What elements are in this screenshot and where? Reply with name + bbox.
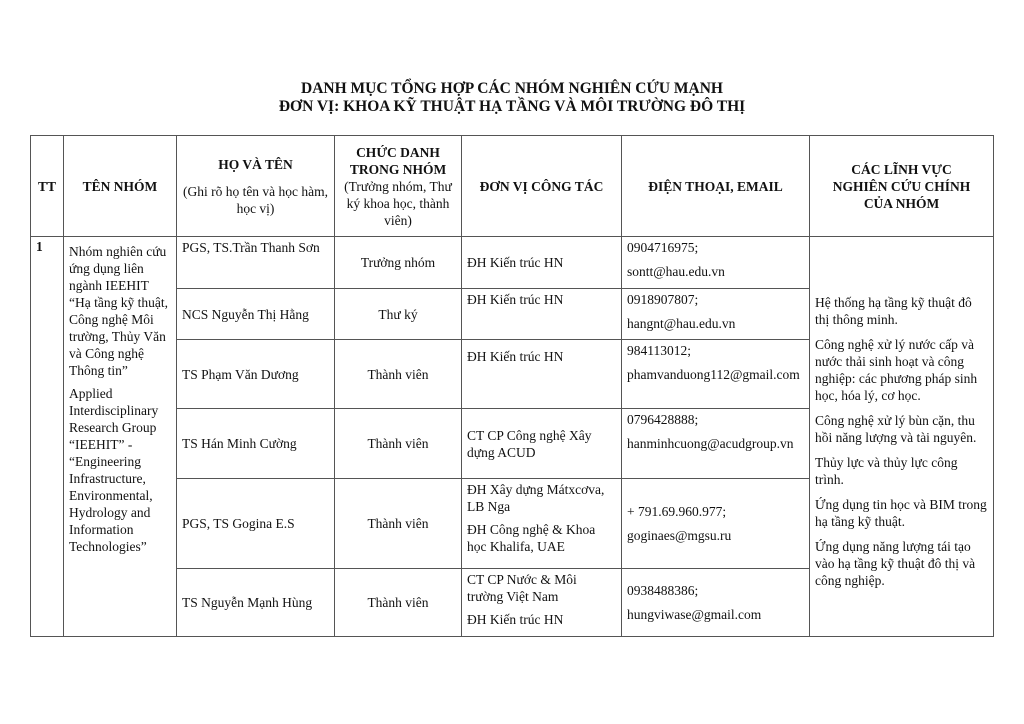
group-name-cell — [64, 237, 177, 637]
research-field: Thủy lực và thủy lực công trình. — [815, 455, 958, 487]
member-name: TS Hán Minh Cường — [177, 409, 335, 479]
member-phone: 0904716975; — [627, 240, 699, 255]
member-unit: ĐH Kiến trúc HN — [462, 340, 622, 409]
member-unit: ĐH Kiến trúc HN — [462, 289, 622, 340]
group-number: 1 — [31, 237, 64, 637]
member-role: Thành viên — [335, 409, 462, 479]
table-header-row — [31, 136, 994, 237]
member-email: hanminhcuong@acudgroup.vn — [627, 436, 794, 451]
member-email: hangnt@hau.edu.vn — [627, 316, 736, 331]
research-fields-cell — [810, 237, 994, 637]
member-contact — [622, 340, 810, 409]
research-group-table — [30, 135, 994, 637]
member-email: goginaes@mgsu.ru — [627, 528, 732, 543]
member-role: Thư ký — [335, 289, 462, 340]
member-phone: 0938488386; — [627, 583, 699, 598]
member-role: Thành viên — [335, 569, 462, 637]
member-unit-primary: ĐH Xây dựng Mátxcơva, LB Nga — [467, 482, 605, 514]
header-role: CHỨC DANH TRONG NHÓM (Trưởng nhóm, Thư ký khoa học, thành viên) — [335, 136, 462, 237]
member-email: sontt@hau.edu.vn — [627, 264, 725, 279]
member-role: Trưởng nhóm — [335, 237, 462, 289]
member-unit: ĐH Kiến trúc HN — [462, 237, 622, 289]
member-unit: CT CP Công nghệ Xây dựng ACUD — [462, 409, 622, 479]
document-subtitle: ĐƠN VỊ: KHOA KỸ THUẬT HẠ TẦNG VÀ MÔI TRƯỜNG ĐÔ THỊ — [278, 98, 746, 115]
header-fields: CÁC LĨNH VỰC NGHIÊN CỨU CHÍNH CỦA NHÓM — [810, 136, 994, 237]
member-unit — [462, 479, 622, 569]
research-field: Hệ thống hạ tầng kỹ thuật đô thị thông minh. — [815, 295, 972, 327]
member-name: TS Phạm Văn Dương — [177, 340, 335, 409]
member-role: Thành viên — [335, 479, 462, 569]
member-email: hungviwase@gmail.com — [627, 607, 762, 622]
member-name: NCS Nguyễn Thị Hằng — [177, 289, 335, 340]
member-phone: 0796428888; — [627, 412, 699, 427]
member-phone: 0918907807; — [627, 292, 699, 307]
group-name-vi: Nhóm nghiên cứu ứng dụng liên ngành IEEHIT “Hạ tầng kỹ thuật, Công nghệ Môi trường, Thủy Văn và Công nghệ Thông tin” — [69, 244, 168, 378]
member-contact — [622, 569, 810, 637]
member-name: PGS, TS.Trần Thanh Sơn — [177, 237, 335, 289]
member-contact — [622, 237, 810, 289]
member-contact — [622, 289, 810, 340]
member-phone: 984113012; — [627, 343, 691, 358]
member-unit — [462, 569, 622, 637]
header-tt: TT — [31, 136, 64, 237]
member-contact — [622, 479, 810, 569]
header-unit: ĐƠN VỊ CÔNG TÁC — [462, 136, 622, 237]
member-name: TS Nguyễn Mạnh Hùng — [177, 569, 335, 637]
member-unit-primary: CT CP Nước & Môi trường Việt Nam — [467, 572, 577, 604]
member-contact — [622, 409, 810, 479]
header-contact: ĐIỆN THOẠI, EMAIL — [622, 136, 810, 237]
header-group: TÊN NHÓM — [64, 136, 177, 237]
research-field: Công nghệ xử lý bùn cặn, thu hồi năng lượng và tài nguyên. — [815, 413, 977, 445]
group-name-en: Applied Interdisciplinary Research Group “IEEHIT” - “Engineering Infrastructure, Environmental, Hydrology and Information Technologies” — [69, 386, 159, 554]
member-unit-secondary: ĐH Công nghệ & Khoa học Khalifa, UAE — [467, 522, 596, 554]
research-field: Ứng dụng tin học và BIM trong hạ tầng kỹ thuật. — [815, 497, 987, 529]
member-unit-secondary: ĐH Kiến trúc HN — [467, 612, 564, 627]
member-name: PGS, TS Gogina E.S — [177, 479, 335, 569]
member-role: Thành viên — [335, 340, 462, 409]
table-row — [31, 237, 994, 289]
research-field: Ứng dụng năng lượng tái tạo vào hạ tầng kỹ thuật đô thị và công nghiệp. — [815, 539, 976, 588]
member-email: phamvanduong112@gmail.com — [627, 367, 800, 382]
research-field: Công nghệ xử lý nước cấp và nước thải sinh hoạt và công nghiệp: các phương pháp sinh học, hóa lý, cơ học. — [815, 337, 978, 403]
document-title: DANH MỤC TỔNG HỢP CÁC NHÓM NGHIÊN CỨU MẠNH — [301, 80, 723, 97]
member-phone: + 791.69.960.977; — [627, 504, 727, 519]
header-name: HỌ VÀ TÊN (Ghi rõ họ tên và học hàm, học vị) — [177, 136, 335, 237]
